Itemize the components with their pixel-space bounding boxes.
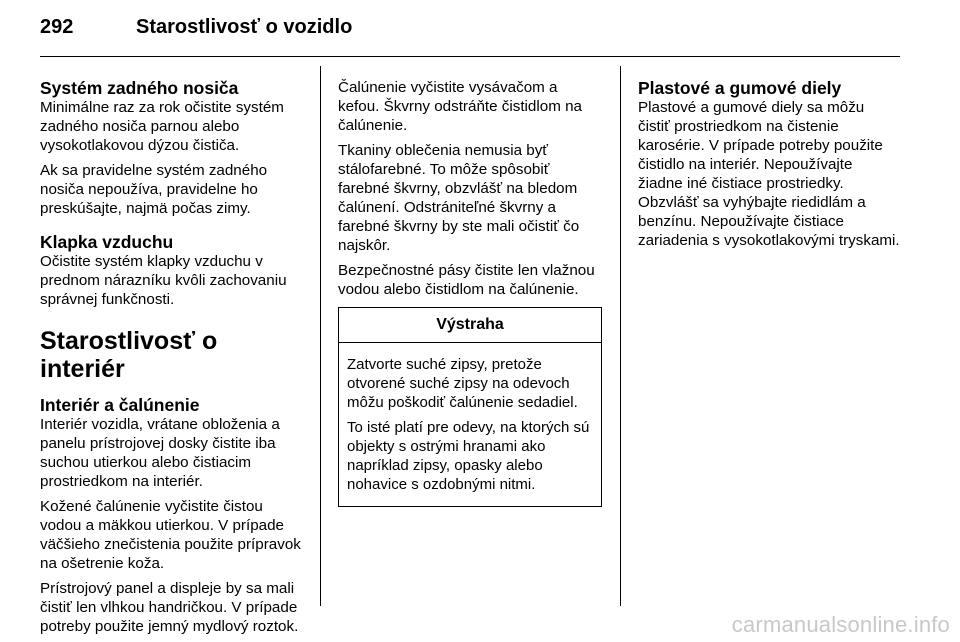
- column-divider-right: [620, 66, 621, 606]
- paragraph-upholstery-1: Čalúnenie vyčistite vysávačom a kefou. Škvrny odstráňte čistidlom na čalúnenie.: [338, 79, 582, 134]
- paragraph-rear-carrier-2: Ak sa pravidelne systém zadného nosiča nepoužíva, pravidelne ho preskúšajte, najmä počas zimy.: [40, 162, 268, 217]
- heading-rear-carrier: Systém zadného nosiča: [40, 78, 239, 98]
- heading-plastic-rubber: Plastové a gumové diely: [638, 78, 842, 98]
- warning-body: [339, 343, 601, 506]
- page-number: 292: [40, 16, 74, 38]
- column-divider-left: [320, 66, 321, 606]
- heading-interior-upholstery: Interiér a čalúnenie: [40, 395, 200, 415]
- warning-box: [338, 307, 602, 507]
- column-middle: [338, 78, 602, 507]
- heading-air-flap: Klapka vzduchu: [40, 232, 174, 252]
- paragraph-rear-carrier-1: Minimálne raz za rok očistite systém zadného nosiča parnou alebo vysokotlakovou dýzou čističa.: [40, 99, 284, 154]
- paragraph-interior-1: Interiér vozidla, vrátane obloženia a panelu prístrojovej dosky čistite iba suchou utierkou alebo čistiacim prostriedkom na interiér.: [40, 416, 280, 490]
- watermark-text: carmanualsonline.info: [731, 612, 950, 637]
- warning-paragraph-1: Zatvorte suché zipsy, pretože otvorené suché zipsy na odevoch môžu poškodiť čalúnenie sedadiel.: [347, 356, 578, 411]
- paragraph-interior-2: Kožené čalúnenie vyčistite čistou vodou a mäkkou utierkou. V prípade väčšieho znečistenia použite prípravok na ošetrenie koža.: [40, 498, 301, 572]
- paragraph-upholstery-2: Tkaniny oblečenia nemusia byť stálofarebné. To môže spôsobiť farebné škvrny, obzvlášť na bledom čalúnení. Odstrániteľné škvrny a farebné škvrny by ste mali očistiť čo najskôr.: [338, 142, 580, 254]
- warning-title: Výstraha: [339, 308, 601, 343]
- paragraph-seat-belts: Bezpečnostné pásy čistite len vlažnou vodou alebo čistidlom na čalúnenie.: [338, 262, 595, 298]
- paragraph-air-flap: Očistite systém klapky vzduchu v prednom nárazníku kvôli zachovaniu správnej funkčnosti.: [40, 253, 287, 308]
- column-left: [40, 78, 302, 642]
- page-title: Starostlivosť o vozidlo: [136, 16, 353, 38]
- paragraph-plastic-rubber: Plastové a gumové diely sa môžu čistiť prostriedkom na čistenie karosérie. V prípade potreby použite čistidlo na interiér. Nepoužívajte žiadne iné čistiace prostriedky. Obzvlášť sa vyhýbajte riedidlám a benzínu. Nepoužívajte čistiace zariadenia s vysokotlakovými tryskami.: [638, 99, 900, 249]
- column-right: [638, 78, 900, 256]
- warning-paragraph-2: To isté platí pre odevy, na ktorých sú objekty s ostrými hranami ako napríklad zipsy, opasky alebo nohavice s ozdobnými nitmi.: [347, 419, 590, 493]
- page-header: [40, 16, 352, 48]
- paragraph-interior-3: Prístrojový panel a displeje by sa mali čistiť len vlhkou handričkou. V prípade potreby použite jemný mydlový roztok.: [40, 580, 299, 635]
- header-rule: [40, 56, 900, 57]
- heading-interior-care: Starostlivosť o interiér: [40, 327, 218, 383]
